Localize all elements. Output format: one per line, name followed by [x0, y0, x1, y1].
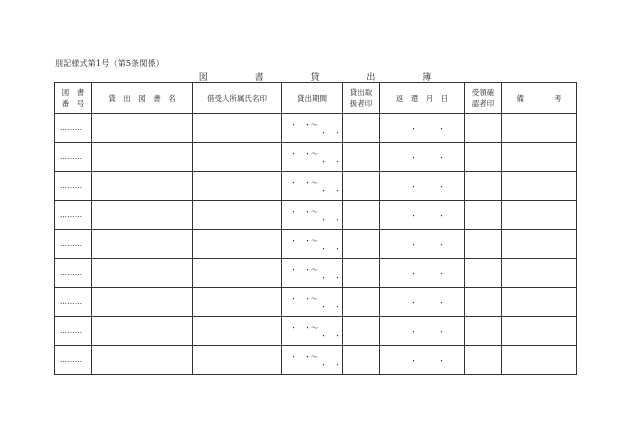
- cell-lending-period[interactable]: [282, 114, 343, 143]
- cell-book-title[interactable]: [92, 114, 193, 143]
- period-end: ・ ・: [320, 158, 341, 166]
- cell-remarks[interactable]: [502, 114, 577, 143]
- number-placeholder: ………: [60, 269, 83, 277]
- cell-remarks[interactable]: [502, 317, 577, 346]
- cell-lending-handler[interactable]: [343, 114, 380, 143]
- cell-lending-handler[interactable]: [343, 201, 380, 230]
- table-row: [55, 201, 577, 230]
- cell-return-date[interactable]: [380, 288, 465, 317]
- cell-receipt-confirmer[interactable]: [465, 230, 502, 259]
- number-placeholder: ………: [60, 211, 83, 219]
- number-placeholder: ………: [60, 182, 83, 190]
- cell-book-number[interactable]: [55, 259, 92, 288]
- period-start: ・ ・〜: [290, 324, 318, 332]
- period-end: ・ ・: [320, 303, 341, 311]
- header-row: [55, 83, 577, 114]
- number-placeholder: ………: [60, 327, 83, 335]
- cell-remarks[interactable]: [502, 259, 577, 288]
- number-placeholder: ………: [60, 124, 83, 132]
- return-date-placeholder: ・ ・: [410, 270, 445, 278]
- cell-lending-period[interactable]: [282, 317, 343, 346]
- cell-book-title[interactable]: [92, 317, 193, 346]
- cell-book-number[interactable]: [55, 288, 92, 317]
- cell-return-date[interactable]: [380, 172, 465, 201]
- cell-return-date[interactable]: [380, 201, 465, 230]
- cell-lending-period[interactable]: [282, 259, 343, 288]
- cell-receipt-confirmer[interactable]: [465, 172, 502, 201]
- col-book-number: 図 書 番 号: [55, 83, 92, 114]
- cell-lending-period[interactable]: [282, 230, 343, 259]
- cell-lending-handler[interactable]: [343, 288, 380, 317]
- cell-remarks[interactable]: [502, 201, 577, 230]
- table-row: [55, 317, 577, 346]
- cell-return-date[interactable]: [380, 259, 465, 288]
- cell-book-number[interactable]: [55, 114, 92, 143]
- return-date-placeholder: ・ ・: [410, 212, 445, 220]
- cell-remarks[interactable]: [502, 346, 577, 375]
- table-row: [55, 143, 577, 172]
- cell-lending-period[interactable]: [282, 143, 343, 172]
- number-placeholder: ………: [60, 240, 83, 248]
- cell-remarks[interactable]: [502, 230, 577, 259]
- title-char: 図: [198, 73, 208, 83]
- cell-receipt-confirmer[interactable]: [465, 114, 502, 143]
- cell-lending-period[interactable]: [282, 288, 343, 317]
- cell-book-number[interactable]: [55, 201, 92, 230]
- cell-return-date[interactable]: [380, 317, 465, 346]
- return-date-placeholder: ・ ・: [410, 357, 445, 365]
- cell-remarks[interactable]: [502, 143, 577, 172]
- return-date-placeholder: ・ ・: [410, 183, 445, 191]
- period-end: ・ ・: [320, 245, 341, 253]
- cell-receipt-confirmer[interactable]: [465, 143, 502, 172]
- cell-book-title[interactable]: [92, 143, 193, 172]
- table-row: [55, 259, 577, 288]
- period-end: ・ ・: [320, 129, 341, 137]
- cell-book-title[interactable]: [92, 288, 193, 317]
- period-start: ・ ・〜: [290, 295, 318, 303]
- cell-lending-period[interactable]: [282, 172, 343, 201]
- cell-remarks[interactable]: [502, 172, 577, 201]
- table-row: [55, 172, 577, 201]
- return-date-placeholder: ・ ・: [410, 125, 445, 133]
- cell-return-date[interactable]: [380, 114, 465, 143]
- number-placeholder: ………: [60, 298, 83, 306]
- col-return-date: 返 還 月 日: [380, 83, 465, 114]
- col-borrower: 借受人所属氏名印: [193, 83, 282, 114]
- cell-book-title[interactable]: [92, 172, 193, 201]
- period-start: ・ ・〜: [290, 237, 318, 245]
- cell-borrower[interactable]: [193, 259, 282, 288]
- cell-book-title[interactable]: [92, 259, 193, 288]
- cell-borrower[interactable]: [193, 201, 282, 230]
- ledger-body: [55, 114, 577, 375]
- col-lending-handler: 貸出取 扱者印: [343, 83, 380, 114]
- lending-ledger-table: [54, 82, 577, 375]
- period-start: ・ ・〜: [290, 150, 318, 158]
- return-date-placeholder: ・ ・: [410, 154, 445, 162]
- form-label: 別記様式第1号（第5条関係）: [55, 59, 164, 68]
- cell-return-date[interactable]: [380, 346, 465, 375]
- cell-book-number[interactable]: [55, 346, 92, 375]
- cell-receipt-confirmer[interactable]: [465, 346, 502, 375]
- cell-receipt-confirmer[interactable]: [465, 317, 502, 346]
- cell-book-title[interactable]: [92, 230, 193, 259]
- col-lending-period: 貸出期間: [282, 83, 343, 114]
- cell-lending-handler[interactable]: [343, 143, 380, 172]
- cell-lending-handler[interactable]: [343, 317, 380, 346]
- number-placeholder: ………: [60, 153, 83, 161]
- cell-lending-handler[interactable]: [343, 346, 380, 375]
- period-end: ・ ・: [320, 332, 341, 340]
- period-start: ・ ・〜: [290, 353, 318, 361]
- return-date-placeholder: ・ ・: [410, 328, 445, 336]
- col-book-title: 貸 出 図 書 名: [92, 83, 193, 114]
- title-char: 簿: [422, 73, 432, 83]
- cell-book-title[interactable]: [92, 201, 193, 230]
- title-char: 出: [366, 73, 376, 83]
- col-remarks: 備 考: [502, 83, 577, 114]
- cell-return-date[interactable]: [380, 230, 465, 259]
- table-row: [55, 346, 577, 375]
- period-end: ・ ・: [320, 187, 341, 195]
- cell-receipt-confirmer[interactable]: [465, 259, 502, 288]
- cell-book-number[interactable]: [55, 230, 92, 259]
- cell-lending-period[interactable]: [282, 346, 343, 375]
- cell-book-number[interactable]: [55, 172, 92, 201]
- table-row: [55, 114, 577, 143]
- cell-lending-period[interactable]: [282, 201, 343, 230]
- cell-remarks[interactable]: [502, 288, 577, 317]
- period-end: ・ ・: [320, 216, 341, 224]
- cell-borrower[interactable]: [193, 172, 282, 201]
- cell-book-number[interactable]: [55, 317, 92, 346]
- return-date-placeholder: ・ ・: [410, 241, 445, 249]
- cell-borrower[interactable]: [193, 317, 282, 346]
- cell-borrower[interactable]: [193, 346, 282, 375]
- cell-lending-handler[interactable]: [343, 259, 380, 288]
- number-placeholder: ………: [60, 356, 83, 364]
- cell-borrower[interactable]: [193, 143, 282, 172]
- cell-book-number[interactable]: [55, 143, 92, 172]
- col-receipt-confirmer: 受領確 認者印: [465, 83, 502, 114]
- period-start: ・ ・〜: [290, 121, 318, 129]
- cell-lending-handler[interactable]: [343, 230, 380, 259]
- cell-return-date[interactable]: [380, 143, 465, 172]
- title-char: 書: [254, 73, 264, 83]
- return-date-placeholder: ・ ・: [410, 299, 445, 307]
- period-end: ・ ・: [320, 274, 341, 282]
- title-char: 貸: [310, 73, 320, 83]
- cell-lending-handler[interactable]: [343, 172, 380, 201]
- cell-borrower[interactable]: [193, 114, 282, 143]
- table-row: [55, 230, 577, 259]
- cell-receipt-confirmer[interactable]: [465, 201, 502, 230]
- period-start: ・ ・〜: [290, 179, 318, 187]
- cell-book-title[interactable]: [92, 346, 193, 375]
- table-row: [55, 288, 577, 317]
- cell-borrower[interactable]: [193, 230, 282, 259]
- period-start: ・ ・〜: [290, 208, 318, 216]
- cell-receipt-confirmer[interactable]: [465, 288, 502, 317]
- period-end: ・ ・: [320, 361, 341, 369]
- cell-borrower[interactable]: [193, 288, 282, 317]
- period-start: ・ ・〜: [290, 266, 318, 274]
